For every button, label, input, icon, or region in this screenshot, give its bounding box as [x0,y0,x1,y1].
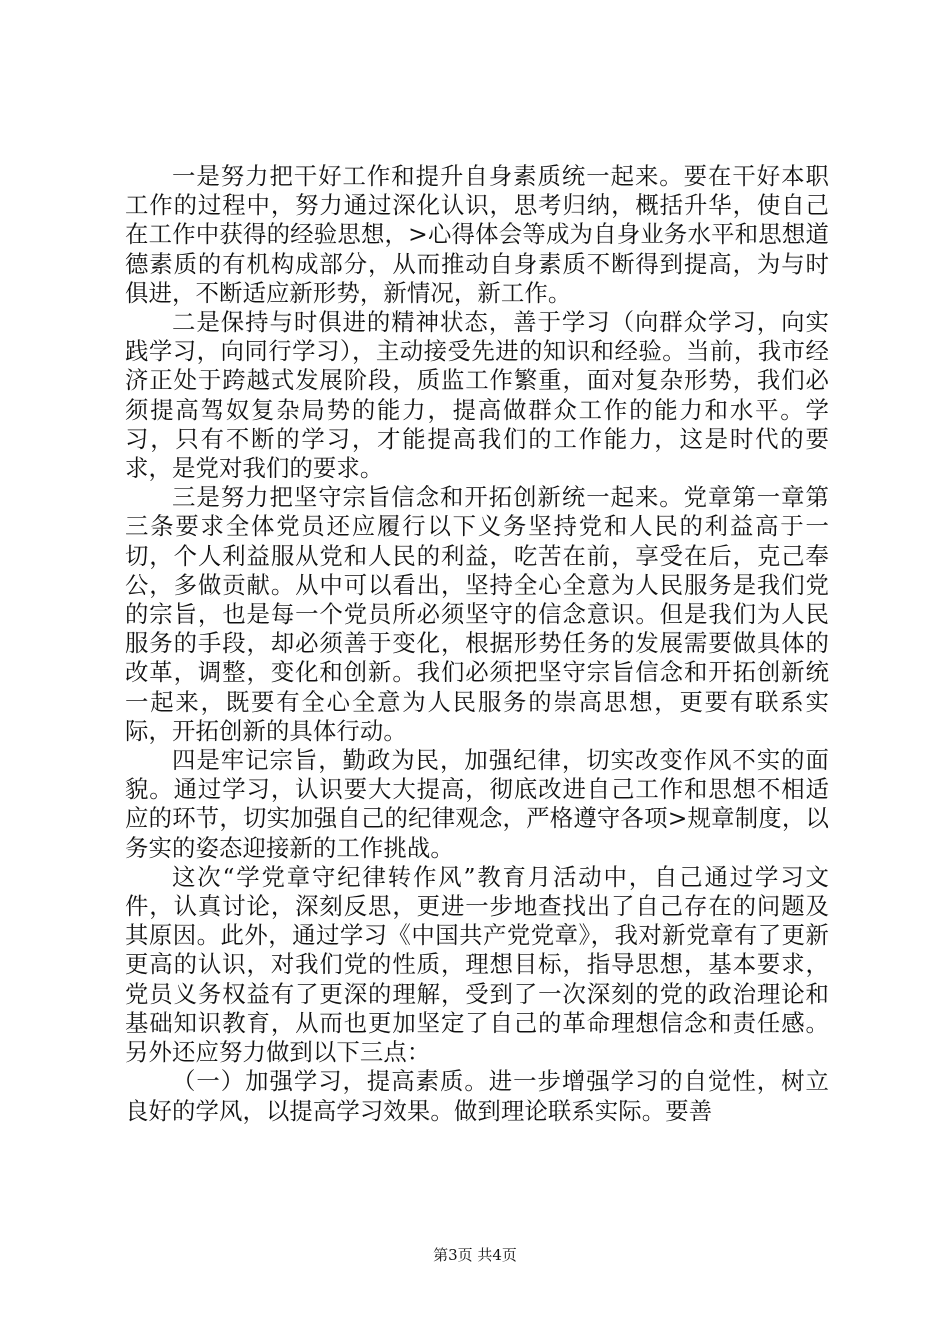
paragraph-1: 一是努力把干好工作和提升自身素质统一起来。要在干好本职工作的过程中，努力通过深化认识，思考归纳，概括升华，使自己在工作中获得的经验思想，>心得体会等成为自身业务水平和思想道德素质的有机构成部分，从而推动自身素质不断得到提高，为与时俱进，不断适应新形势，新情况，新工作。 [125,162,829,307]
page-number-footer: 第3页 共4页 [433,1246,517,1264]
paragraph-2: 二是保持与时俱进的精神状态，善于学习（向群众学习，向实践学习，向同行学习），主动接受先进的知识和经验。当前，我市经济正处于跨越式发展阶段，质监工作繁重，面对复杂形势，我们必须提高驾奴复杂局势的能力，提高做群众工作的能力和水平。学习，只有不断的学习，才能提高我们的工作能力，这是时代的要求，是党对我们的要求。 [125,308,829,483]
document-body [125,162,829,1126]
paragraph-6: （一）加强学习，提高素质。进一步增强学习的自觉性，树立良好的学风，以提高学习效果。做到理论联系实际。要善 [125,1067,829,1125]
paragraph-3: 三是努力把坚守宗旨信念和开拓创新统一起来。党章第一章第三条要求全体党员还应履行以下义务坚持党和人民的利益高于一切，个人利益服从党和人民的利益，吃苦在前，享受在后，克己奉公，多做贡献。从中可以看出，坚持全心全意为人民服务是我们党的宗旨，也是每一个党员所必须坚守的信念意识。但是我们为人民服务的手段，却必须善于变化，根据形势任务的发展需要做具体的改革，调整，变化和创新。我们必须把坚守宗旨信念和开拓创新统一起来，既要有全心全意为人民服务的崇高思想，更要有联系实际，开拓创新的具体行动。 [125,483,829,745]
paragraph-4: 四是牢记宗旨，勤政为民，加强纪律，切实改变作风不实的面貌。通过学习，认识要大大提高，彻底改进自己工作和思想不相适应的环节，切实加强自己的纪律观念，严格遵守各项>规章制度，以务实的姿态迎接新的工作挑战。 [125,746,829,862]
paragraph-5: 这次“学党章守纪律转作风”教育月活动中，自己通过学习文件，认真讨论，深刻反思，更进一步地查找出了自己存在的问题及其原因。此外，通过学习《中国共产党党章》，我对新党章有了更新更高的认识，对我们党的性质，理想目标，指导思想，基本要求，党员义务权益有了更深的理解，受到了一次深刻的党的政治理论和基础知识教育，从而也更加坚定了自己的革命理想信念和责任感。另外还应努力做到以下三点： [125,862,829,1067]
